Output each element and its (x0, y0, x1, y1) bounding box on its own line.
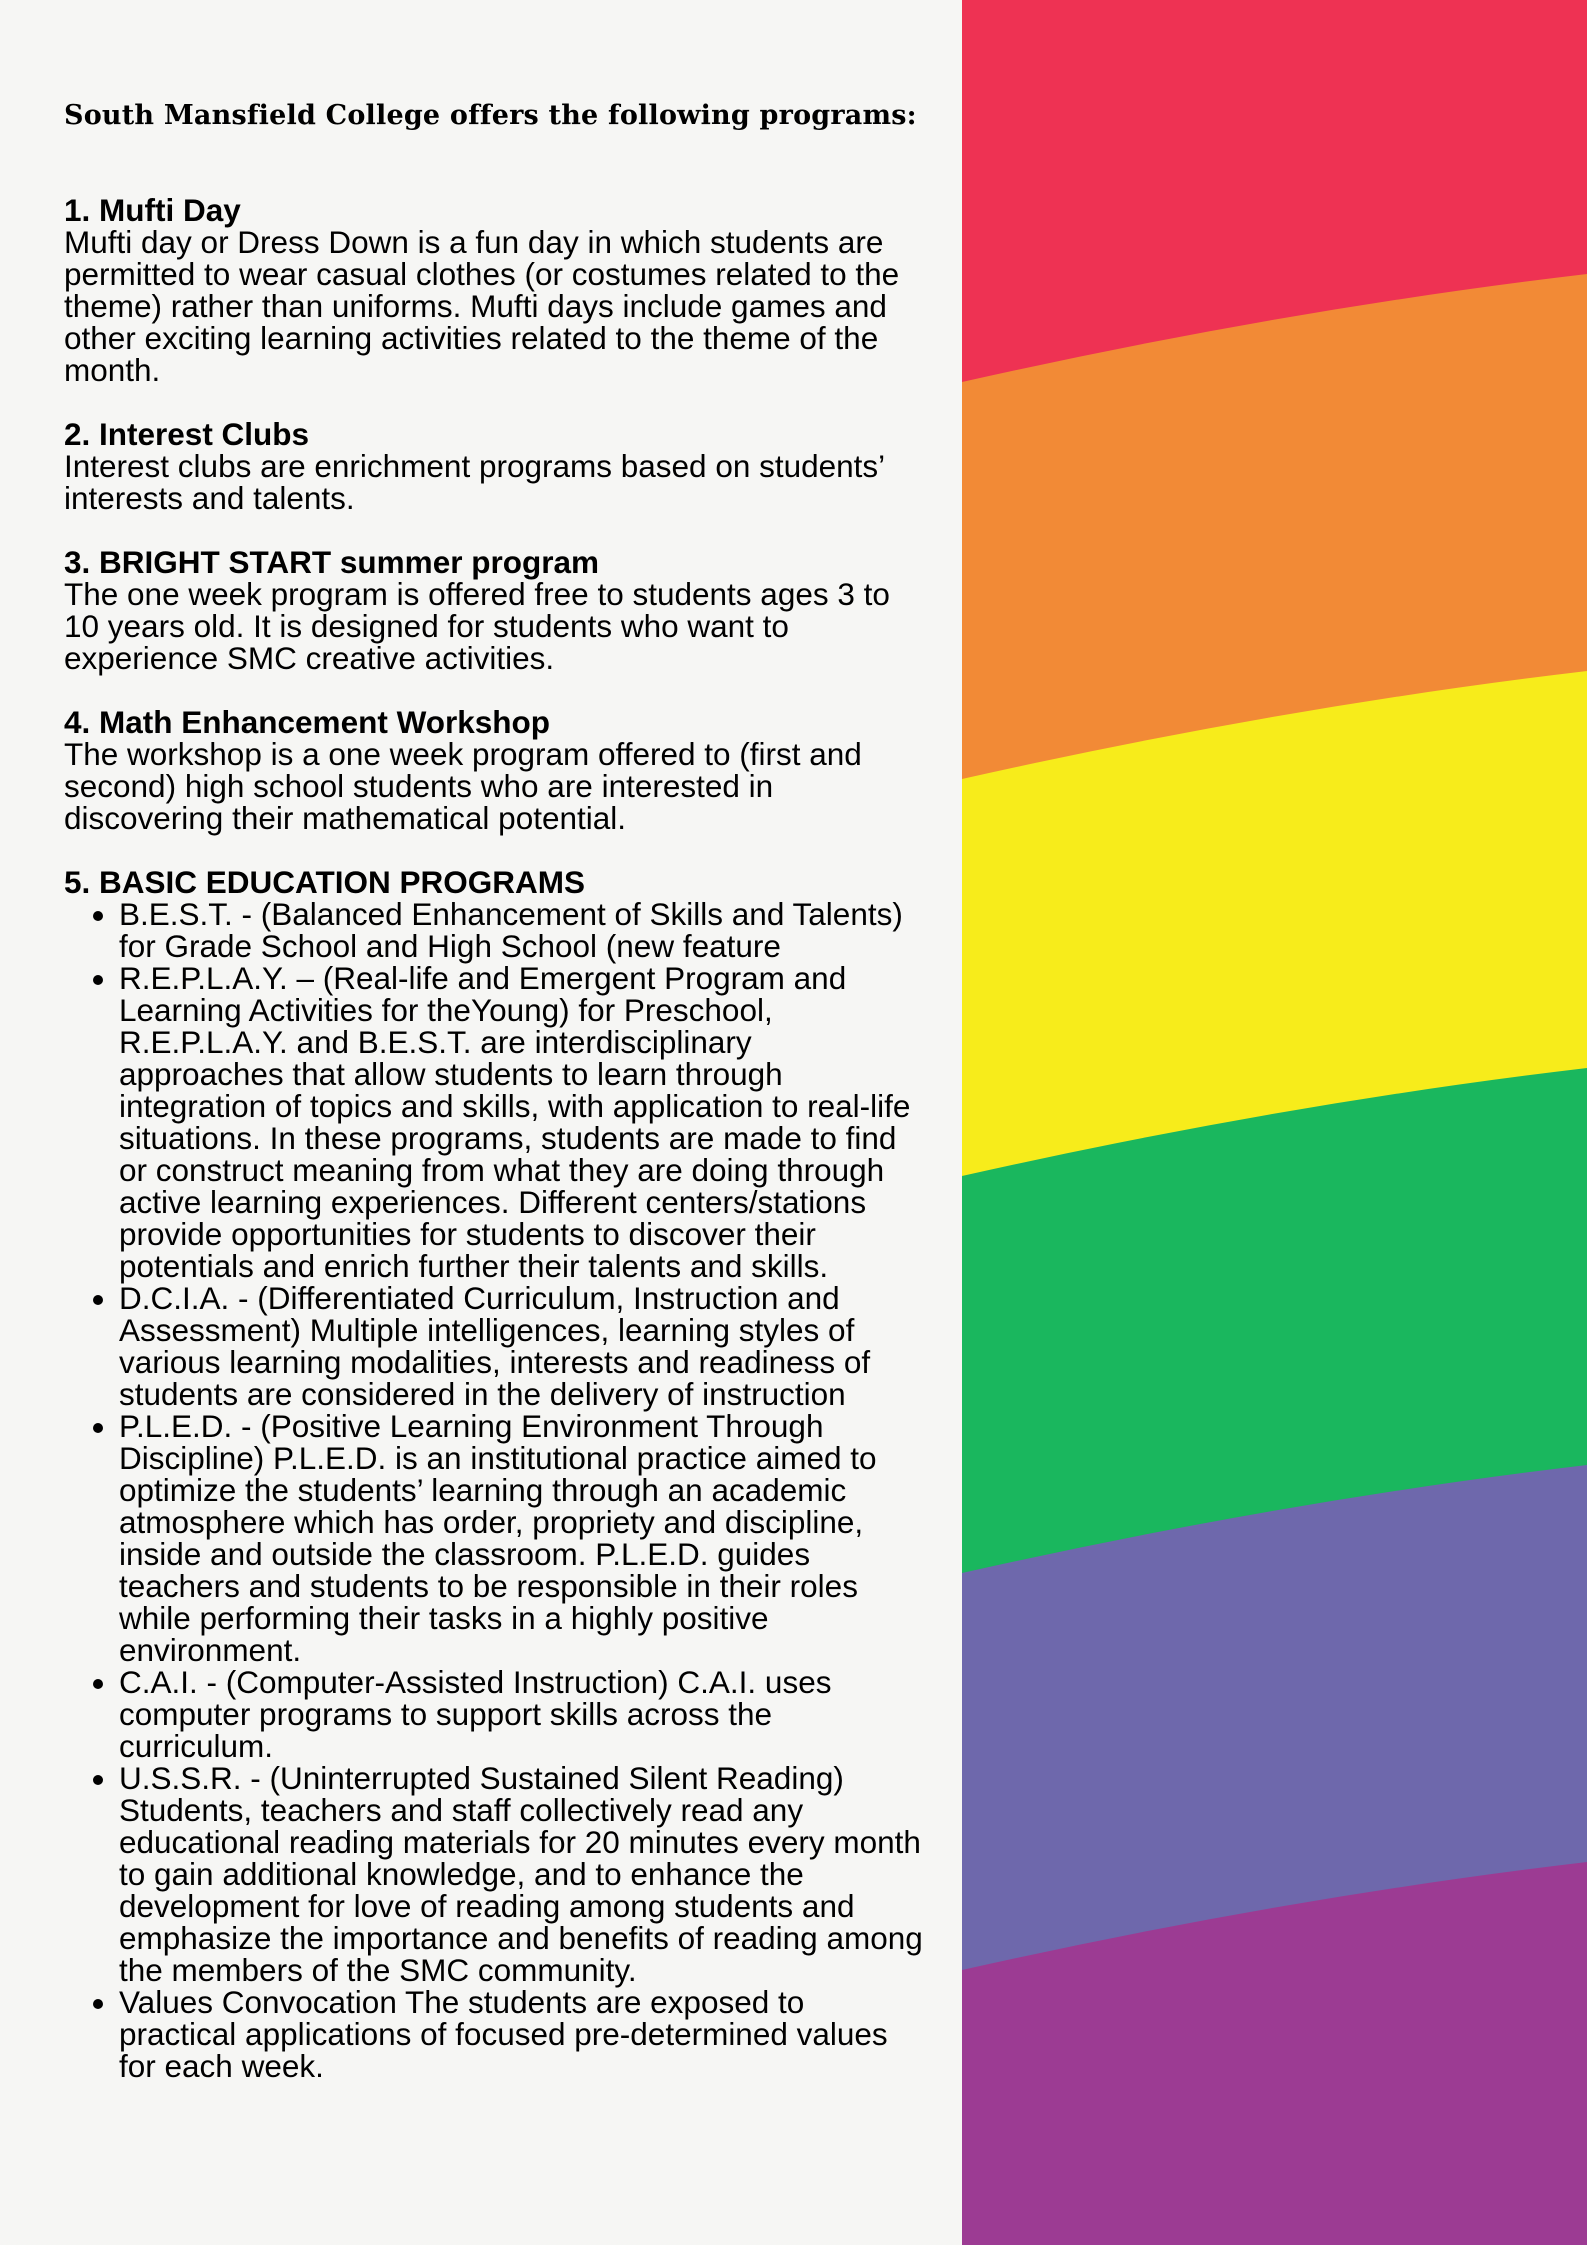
section-mufti-day (64, 194, 924, 386)
document-title: South Mansfield College offers the following programs: (64, 100, 917, 131)
section-interest-clubs (64, 418, 924, 514)
section-heading: 1. Mufti Day (64, 192, 241, 228)
program-list-item: • Values Convocation The students are exposed to practical applications of focused pre-determined values for each week. (119, 1986, 924, 2082)
section-body: The one week program is offered free to students ages 3 to 10 years old. It is designed for students who want to experience SMC creative activities. (64, 576, 890, 676)
program-list-item: • D.C.I.A. - (Differentiated Curriculum, Instruction and Assessment) Multiple intelligences, learning styles of various learning modalities, interests and readiness of students are considered in the delivery of instruction (119, 1282, 924, 1410)
program-list-item: • C.A.I. - (Computer-Assisted Instruction) C.A.I. uses computer programs to support skills across the curriculum. (119, 1666, 924, 1762)
section-basic-education (64, 866, 924, 2082)
section-heading: 2. Interest Clubs (64, 416, 310, 452)
rainbow-stripes (962, 0, 1587, 2245)
program-list-item: • U.S.S.R. - (Uninterrupted Sustained Silent Reading) Students, teachers and staff collectively read any educational reading materials for 20 minutes every month to gain additional knowledge, and to enhance the development for love of reading among students and emphasize the importance and benefits of reading among the members of the SMC community. (119, 1762, 924, 1986)
program-list-item: • P.L.E.D. - (Positive Learning Environment Through Discipline) P.L.E.D. is an institutional practice aimed to optimize the students’ learning through an academic atmosphere which has order, propriety and discipline, inside and outside the classroom. P.L.E.D. guides teachers and students to be responsible in their roles while performing their tasks in a highly positive environment. (119, 1410, 924, 1666)
program-list-item: • B.E.S.T. - (Balanced Enhancement of Skills and Talents) for Grade School and High School (new feature (119, 898, 924, 962)
document-content (64, 92, 924, 2114)
section-body: Interest clubs are enrichment programs based on students’ interests and talents. (64, 448, 885, 516)
section-math-workshop (64, 706, 924, 834)
section-heading: 3. BRIGHT START summer program (64, 544, 599, 580)
section-body: The workshop is a one week program offered to (first and second) high school students who are interested in discovering their mathematical potential. (64, 736, 862, 836)
program-list (64, 898, 924, 2082)
section-body: Mufti day or Dress Down is a fun day in which students are permitted to wear casual clothes (or costumes related to the theme) rather than uniforms. Mufti days include games and other exciting learning activities related to the theme of the month. (64, 224, 900, 388)
program-list-item: • R.E.P.L.A.Y. – (Real-life and Emergent Program and Learning Activities for theYoung) for Preschool, R.E.P.L.A.Y. and B.E.S.T. are interdisciplinary approaches that allow students to learn through integration of topics and skills, with application to real-life situations. In these programs, students are made to find or construct meaning from what they are doing through active learning experiences. Different centers/stations provide opportunities for students to discover their potentials and enrich further their talents and skills. (119, 962, 924, 1282)
section-heading: 4. Math Enhancement Workshop (64, 704, 550, 740)
section-bright-start (64, 546, 924, 674)
section-heading: 5. BASIC EDUCATION PROGRAMS (64, 864, 585, 900)
